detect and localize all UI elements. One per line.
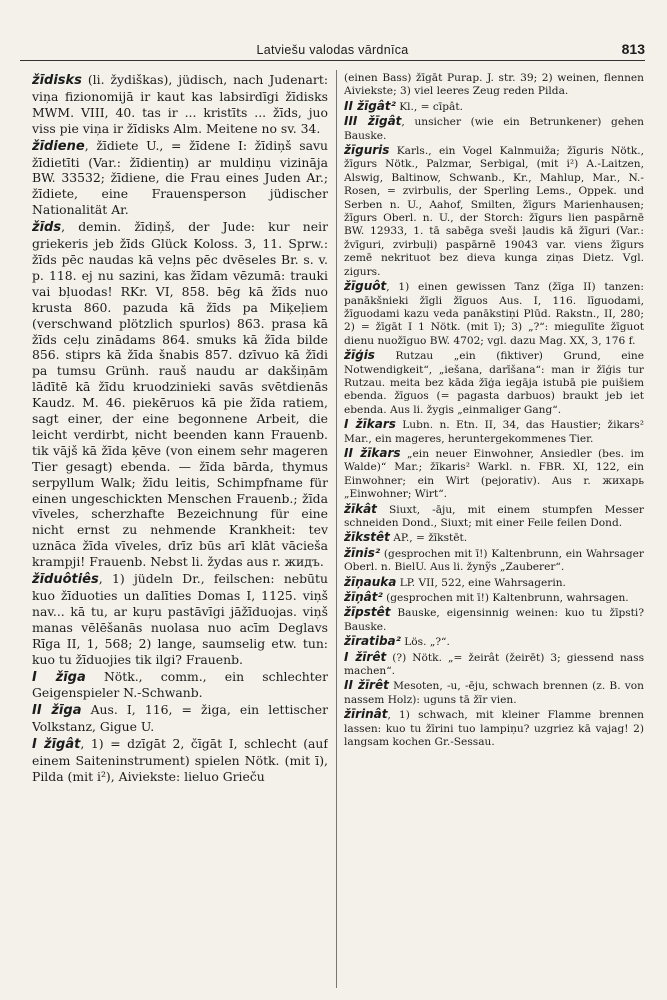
headword: žīds: [32, 220, 62, 236]
entry-ziratiba: žīratiba² Lös. „?“.: [344, 634, 450, 649]
headword: II žīgât²: [344, 98, 396, 113]
entry-zigis: žīģis Rutzau „ein (fiktiver) Grund, eine Notwendigkeit“, „iešana, darīšana“: man ir žīģis tur Rutzau. meita bez kāda žīģa iegāja istubā pie puišiem ebenda. žīguos (= pagasta darbuos) braukt jeb iet ebenda. Aus li. žygis „einmaliger Gang“.: [344, 348, 644, 416]
headword: žīpstêt: [344, 605, 391, 620]
entry-zinat: žīņât² (gesprochen mit ī!) Kaltenbrunn, wahrsagen.: [344, 590, 629, 605]
entry-zikstet: žīkstêt AP., = žīkstēt.: [344, 530, 468, 545]
entry-ziga-2: II žīga Aus. I, 116, = žiga, ein lettischer Volkstanz, Gigue U.: [32, 702, 328, 735]
headword: žīguôt: [344, 279, 387, 294]
right-column: [344, 72, 644, 990]
headword: žīņauka: [344, 574, 397, 589]
entry-zidiene: žīdiene, žīdiete U., = žīdene I: žīdiņš savu žīdietīti (Var.: žīdientiņ) ar muldiņu vizināja BW. 33532; žīdiene, die Frau eines Juden Ar.; žīdiete, eine Frauensperson jüdischer Nationalität Ar.: [32, 137, 328, 218]
entry-zigat-1-continued: (einen Bass) žīgāt Purap. J. str. 39; 2) weinen, flennen Aiviekste; 3) viel leeres Zeug reden Pilda.: [344, 72, 644, 98]
left-column: [32, 72, 328, 990]
entry-ziguris: žīguris Karls., ein Vogel Kalnmuiža; žīguris Nötk., žīgurs Nötk., Palzmar, Serbigal, (mit i²) A.-Laitzen, Alswig, Baltinow, Schwanb., Kr., Mahlup, Mar., N.-Rosen, = zvirbulis, der Sperling Lems., Oppek. und Serben n. U., Aahof, Smilten, žīgurs Marienhausen; žīgurs Oberl. n. U., der Storch: žīgurs lien paspārnē BW. 12933, 1. tā sabēga sveši ļaudis kā žīguri (Var.: žvīguri, zvirbuļi) paspārnē 19043 var. viens žīgurs zemē nekrituot bez dieva kunga ziņas Dietz. Vgl. zigurs.: [344, 143, 644, 278]
headword: žīdiene: [32, 138, 85, 154]
entry-zids: žīds, demin. žīdiņš, der Jude: kur neir griekeris jeb žīds Glück Koloss. 3, 11. Sprw.: žīds pēc naudas kā veļns pēc dvēseles Br. s. v. p. 118. ej nu sazini, kas žīdam vēzumā: trauki vai bļuodas! RKr. VI, 858. bēg kā žīds nuo krusta 860. pazuda kā žīds pa Miķeļiem (verschwand plötzlich spurlos) 863. prasa kā žīds ceļu zinādams 864. smuks kā žīda bilde 856. stiprs kā žīda šnabis 857. dzīvuo kā žīdi pa tumsu Grünh. rauš naudu ar dakšiņām lādītē kā žīdu kruodzinieki savās svētdienās Kaudz. M. 46. piekēruos kā pie žīda ratiem, sagt einer, der eine begonnene Arbeit, die leicht verdirbt, nicht beenden kann Frauenb. tik vājš kā žīda ķēve (von einem sehr mageren Tier gesagt) ebenda. — žīda bārda, thymus serpyllum Walk; žīdu leitis, Schimpfname für einen ungeschickten Menschen Frauenb.; žīda vīveles, scherzhafte Bezeichnung für eine nicht ernst zu nehmende Krankheit: tev uznāca žīda vīveles, drīz būs arī klāt vāciešа krampji! Frauenb. Nebst li. žydas aus r. жидъ.: [32, 219, 328, 570]
entry-zikars-2: II žīkars „ein neuer Einwohner, Ansiedler (bes. im Walde)“ Mar.; žīkaris² Warkl. n. FBR. XI, 122, ein Einwohner; ein Wirt (pejorativ). Aus r. жихарь „Einwohner; Wirt“.: [344, 445, 644, 501]
headword: II žīga: [32, 703, 82, 719]
page-number: 813: [621, 41, 645, 57]
entry-ziguot: žīguôt, 1) einen gewissen Tanz (žīga II) tanzen: panākšnieki žīgli žīguos Aus. I, 116. līguodami, žīguodami kazu veda panākstiņi Plūd. Rakstn., II, 280; 2) = žīgāt I 1 Nötk. (mit ī); 3) „?“: miegulīte žīguot dienu nuožīguo BW. 4702; vgl. dazu Mag. XX, 3, 176 f.: [344, 279, 644, 347]
entry-zidisks: žīdisks (li. žydiškas), jüdisch, nach Judenart: viņa fizionomijā ir kaut kas labsirdīgi žīdisks MWM. VIII, 40. tas ir ... kristīts ... žīds, juo viss pie viņa ir žīdisks Alm. Meitene no sv. 34.: [32, 72, 328, 136]
headword: žīņât²: [344, 590, 383, 605]
column-divider: [336, 70, 337, 988]
headword: žīratiba²: [344, 634, 401, 649]
headword: žīguris: [344, 143, 390, 158]
headword: žīdisks: [32, 73, 82, 88]
entry-zipstet: žīpstêt Bauske, eigensinnig weinen: kuo tu žīpsti? Bauske.: [344, 605, 644, 633]
headword: žīnis²: [344, 545, 381, 560]
headword: žīrinât: [344, 707, 388, 722]
running-header: [20, 38, 645, 61]
headword: I žīgât: [32, 737, 81, 753]
entry-zirinat: žīrinât, 1) schwach, mit kleiner Flamme brennen lassen: kuo tu žīrini tuo lampiņu? uzgriez kā vajag! 2) langsam kochen Gr.-Sessau.: [344, 707, 644, 749]
entry-zikat: žīkât Siuxt, -āju, mit einem stumpfen Messer schneiden Dond., Siuxt; mit einer Feile feilen Dond.: [344, 501, 644, 529]
entry-zigat-3: III žīgât, unsicher (wie ein Betrunkener) gehen Bauske.: [344, 114, 644, 142]
entry-ziret-2: II žīrêt Mesoten, -u, -ēju, schwach brennen (z. B. von nassem Holz): uguns tā žīr vien.: [344, 678, 644, 706]
entry-zikars-1: I žīkars Lubn. n. Etn. II, 34, das Haustier; žikars² Mar., ein mageres, heruntergekommenes Tier.: [344, 417, 644, 445]
headword: žīģis: [344, 348, 375, 363]
headword: žīduôtiês: [32, 572, 99, 588]
header-title: Latviešu valodas vārdnīca: [256, 43, 409, 57]
headword: II žīrêt: [344, 678, 389, 693]
headword: žīkât: [344, 501, 377, 516]
headword: I žīrêt: [344, 649, 387, 664]
entry-zinis: žīnis² (gesprochen mit ī!) Kaltenbrunn, ein Wahrsager Oberl. n. BielU. Aus li. žynỹs „Zauberer“.: [344, 545, 644, 574]
entry-ziret-1: I žīrêt (?) Nötk. „= žeirât (žeirēt) 3; giessend nass machen“.: [344, 649, 644, 678]
headword: I žīkars: [344, 417, 396, 432]
headword: II žīkars: [344, 445, 401, 460]
entry-zigat-1: I žīgât, 1) = dzīgāt 2, čīgāt I, schlecht (auf einem Saiteninstrument) spielen Nötk. (mit ī), Pilda (mit i²), Aiviekste: lieluo Grieču: [32, 736, 328, 784]
entry-ziduoties: žīduôtiês, 1) jüdeln Dr., feilschen: nebūtu kuo žīduoties un dalīties Domas I, 1125. viņš nav... kā tu, ar kuŗu pastāvīgi jāžīduojas. viņš manas vēlēšanās nuolasa nuo acīm Deglavs Rīga II, 1, 568; 2) lange, saumselig etw. tun: kuo tu žīduojies tik ilgi? Frauenb.: [32, 571, 328, 667]
headword: III žīgât: [344, 114, 402, 129]
entry-zinauka: žīņauka LP. VII, 522, eine Wahrsagerin.: [344, 574, 566, 589]
headword: I žīga: [32, 669, 86, 685]
entry-ziga-1: I žīga Nötk., comm., ein schlechter Geigenspieler N.-Schwanb.: [32, 668, 328, 701]
entry-zigat-2: II žīgât² Kl., = cīpât.: [344, 98, 463, 113]
headword: žīkstêt: [344, 530, 390, 545]
